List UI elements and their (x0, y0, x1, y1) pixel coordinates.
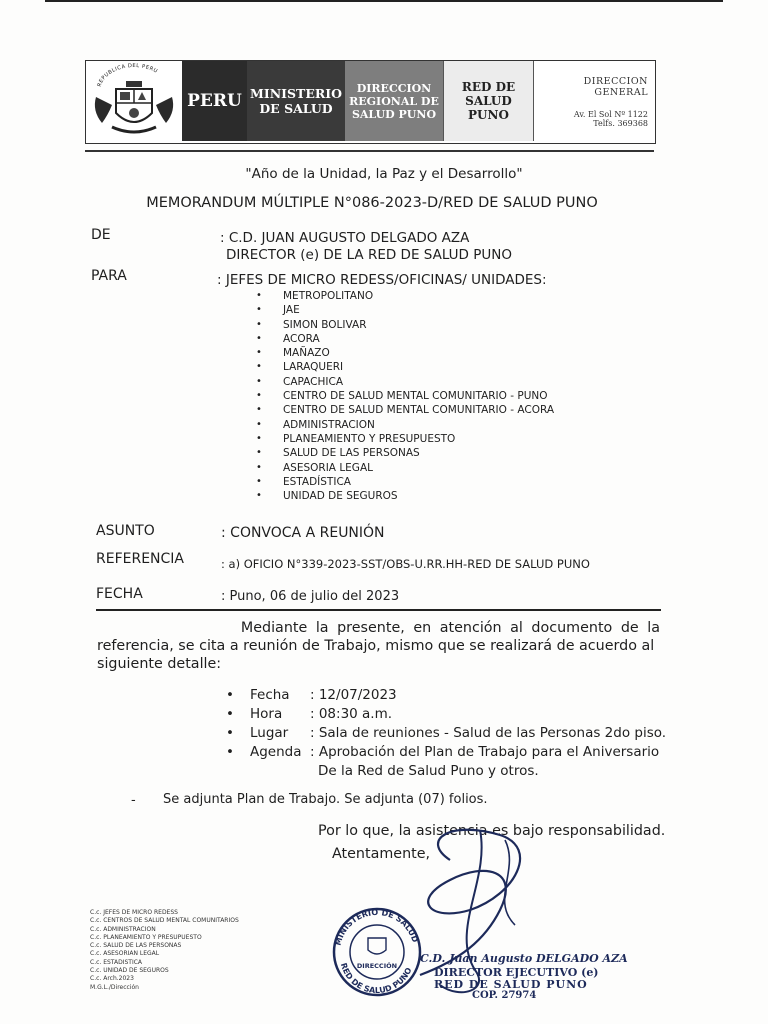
recipient-item: CENTRO DE SALUD MENTAL COMUNITARIO - ACORA (283, 404, 555, 417)
detail-value: : 12/07/2023 (310, 687, 397, 703)
detail-value: : Aprobación del Plan de Trabajo para el Aniversario (310, 744, 660, 760)
peru-label: PERU (182, 61, 247, 141)
list-item (256, 318, 554, 332)
cc-item: C.c. PLANEAMIENTO Y PRESUPUESTO (90, 933, 202, 941)
stamp-crest-icon (368, 938, 386, 954)
de-title: DIRECTOR (e) DE LA RED DE SALUD PUNO (226, 247, 512, 263)
recipient-item: ESTADÍSTICA (283, 475, 351, 488)
top-rule (45, 0, 723, 2)
list-item (256, 418, 554, 432)
list-item (256, 346, 554, 360)
cc-item: C.c. ASESORIAN LEGAL (90, 950, 160, 958)
signature-name: C.D. Juan Augusto DELGADO AZA (420, 952, 628, 965)
list-item (256, 446, 554, 460)
red-line-1: RED DE (461, 80, 516, 94)
para-recipients: : JEFES DE MICRO REDESS/OFICINAS/ UNIDADES: (217, 272, 547, 288)
ministerio-line-2: DE SALUD (259, 101, 333, 116)
asunto-label: ASUNTO (96, 523, 155, 539)
recipient-item: ACORA (283, 332, 320, 345)
de-label: DE (91, 227, 111, 243)
recipient-item: ASESORIA LEGAL (283, 461, 373, 474)
recipient-item: METROPOLITANO (283, 290, 374, 302)
signature-org: RED DE SALUD PUNO (434, 978, 588, 991)
recipient-item: PLANEAMIENTO Y PRESUPUESTO (283, 432, 456, 445)
bullet: • (256, 332, 262, 344)
detail-value-continued: De la Red de Salud Puno y otros. (318, 763, 539, 779)
section-rule (96, 609, 661, 611)
cc-item: C.c. CENTROS DE SALUD MENTAL COMUNITARIOS (90, 917, 239, 925)
recipient-item: SALUD DE LAS PERSONAS (283, 447, 420, 460)
official-stamp (334, 908, 420, 995)
attachment-note: Se adjunta Plan de Trabajo. Se adjunta (07) folios. (163, 792, 488, 807)
dir-line-1: DIRECCION (356, 81, 432, 95)
cc-item: M.G.L./Dirección (90, 983, 139, 991)
dir-line-2: REGIONAL DE (349, 94, 439, 108)
bullet: • (256, 361, 262, 373)
closing-regards: Atentamente, (332, 846, 431, 862)
asunto-value: : CONVOCA A REUNIÓN (221, 525, 385, 541)
fecha-label: FECHA (96, 586, 143, 602)
bullet: • (256, 347, 262, 359)
body-line-1: Mediante la presente, en atención al documento de la (240, 620, 660, 636)
cc-item: C.c. ADMINISTRACION (90, 925, 156, 933)
detail-value: : 08:30 a.m. (310, 706, 393, 722)
recipient-list (256, 289, 555, 503)
detail-label: Fecha (250, 687, 290, 703)
referencia-value: : a) OFICIO N°339-2023-SST/OBS-U.RR.HH-RED DE SALUD PUNO (221, 557, 590, 571)
signature-title: DIRECTOR EJECUTIVO (e) (434, 966, 599, 979)
recipient-item: JAE (283, 304, 300, 317)
stamp-ring-bottom: RED DE SALUD PUNO (338, 961, 414, 996)
de-name: : C.D. JUAN AUGUSTO DELGADO AZA (220, 230, 470, 246)
recipient-item: CAPACHICA (283, 375, 344, 388)
header-rule (85, 150, 654, 152)
bullet: • (256, 390, 262, 402)
list-item (256, 389, 554, 403)
svg-text:MINISTERIO DE SALUD (334, 908, 420, 947)
recipient-item: ADMINISTRACION (283, 418, 375, 431)
ministerio-line-1: MINISTERIO (250, 86, 342, 101)
ministerio-label (247, 61, 345, 141)
bullet: • (256, 432, 262, 444)
bullet: • (256, 461, 262, 473)
stamp-ring-top: MINISTERIO DE SALUD (333, 907, 420, 947)
fecha-value: : Puno, 06 de julio del 2023 (221, 589, 400, 604)
list-item (256, 489, 554, 503)
red-line-2: SALUD (465, 94, 512, 108)
list-item (256, 332, 554, 346)
seal-text: REPUBLICA DEL PERU (96, 62, 159, 88)
list-item (256, 461, 554, 475)
list-item (256, 303, 554, 317)
bullet: • (256, 447, 262, 459)
bullet: • (256, 418, 262, 430)
dg-line-2: GENERAL (594, 87, 648, 98)
list-item (256, 375, 554, 389)
bullet: • (256, 475, 262, 487)
national-seal (86, 61, 182, 141)
address-label (548, 110, 648, 128)
red-salud-label (443, 61, 534, 141)
para-label: PARA (91, 268, 127, 284)
address-line-2: Telfs. 369368 (593, 119, 648, 128)
detail-value: : Sala de reuniones - Salud de las Personas 2do piso. (310, 725, 667, 741)
bullet: • (256, 404, 262, 416)
dir-line-3: SALUD PUNO (351, 107, 437, 121)
closing-line: Por lo que, la asistencia es bajo responsabilidad. (318, 823, 666, 839)
list-item (256, 403, 555, 417)
bullet: • (256, 375, 262, 387)
dg-line-1: DIRECCION (583, 76, 648, 87)
bullet: • (256, 304, 262, 316)
year-motto: "Año de la Unidad, la Paz y el Desarrollo" (245, 166, 523, 182)
direccion-regional-label (345, 61, 443, 141)
coat-of-arms-icon (86, 61, 182, 141)
recipient-item: LARAQUERI (283, 361, 344, 374)
bullet: • (256, 490, 262, 502)
recipient-item: CENTRO DE SALUD MENTAL COMUNITARIO - PUNO (283, 390, 548, 403)
recipient-item: MAÑAZO (283, 347, 330, 360)
address-line-1: Av. El Sol Nº 1122 (573, 110, 648, 119)
cc-item: C.c. JEFES DE MICRO REDESS (90, 909, 178, 916)
bullet: • (256, 318, 262, 330)
list-item (256, 289, 554, 303)
attachment-dash: - (131, 793, 136, 808)
memo-title: MEMORANDUM MÚLTIPLE N°086-2023-D/RED DE SALUD PUNO (146, 195, 598, 211)
cc-item: C.c. SALUD DE LAS PERSONAS (90, 942, 182, 950)
cc-item: C.c. ESTADISTICA (90, 958, 143, 966)
recipient-item: UNIDAD DE SEGUROS (283, 490, 398, 503)
list-item (256, 432, 554, 446)
cc-item: C.c. Arch.2023 (90, 975, 134, 983)
detail-label: Hora (250, 706, 283, 722)
recipient-item: SIMON BOLIVAR (283, 318, 367, 331)
detail-label: Agenda (250, 744, 302, 760)
stamp-center-text: DIRECCIÓN (356, 962, 398, 970)
direccion-general-label (552, 76, 648, 98)
detail-label: Lugar (250, 725, 289, 741)
cc-list (90, 909, 239, 992)
red-line-3: PUNO (468, 108, 509, 122)
body-line-3: siguiente detalle: (97, 656, 222, 672)
signature-cop: COP. 27974 (472, 990, 537, 1001)
list-item (256, 475, 554, 489)
cc-item: C.c. UNIDAD DE SEGUROS (90, 967, 169, 975)
body-line-2: referencia, se cita a reunión de Trabajo, mismo que se realizará de acuerdo al (97, 638, 655, 654)
referencia-label: REFERENCIA (96, 551, 184, 567)
bullet: • (256, 290, 262, 301)
list-item (256, 360, 554, 374)
